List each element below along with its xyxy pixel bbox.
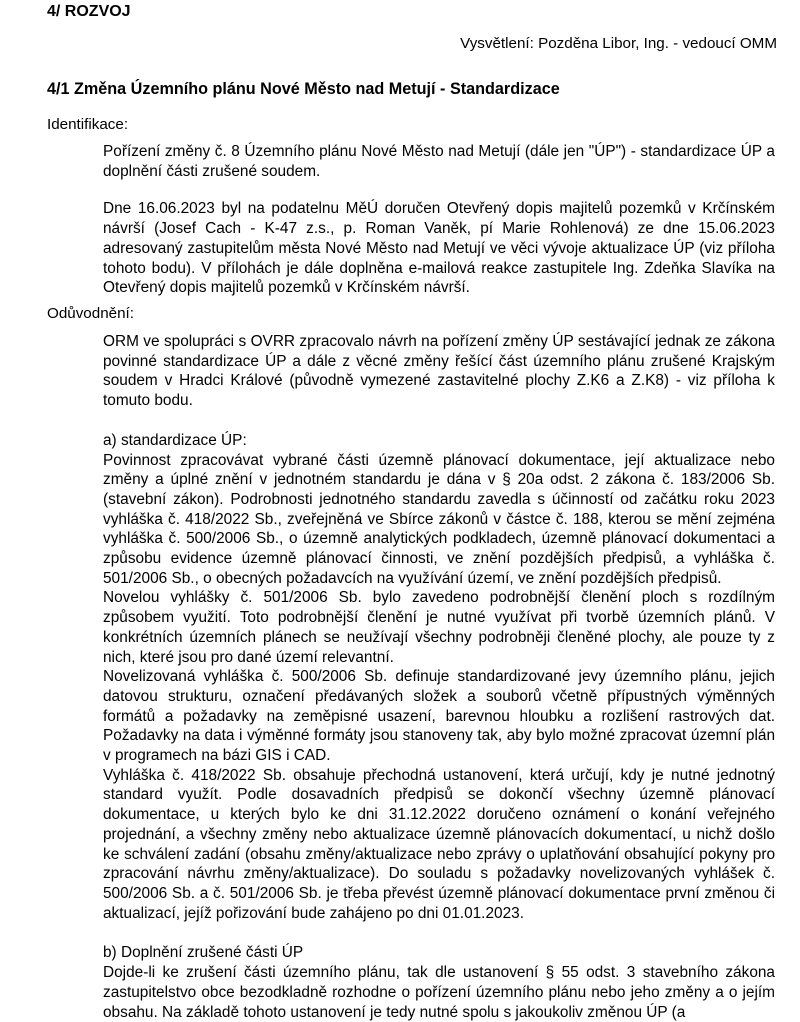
standardization-paragraph-1: Povinnost zpracovávat vybrané části územně plánovací dokumentace, její aktualizace nebo změny a úplné znění v jednotném standardu je dána v § 20a odst. 2 zákona č. 183/2006 Sb. (stavební zákon). Podrobnosti jednotného standardu zavedla s účinností od začátku roku 2023 vyhláška č. 418/2022 Sb., zveřejněná ve Sbírce zákonů v částce č. 188, kterou se mění zejména vyhláška č. 500/2006 Sb., o územně analytických podkladech, územně plánovací dokumentaci a způsobu evidence územně plánovací činnosti, ve znění pozdějších předpisů, a vyhláška č. 501/2006 Sb., o obecných požadavcích na využívání území, ve znění pozdějších předpisů.	[103, 451, 775, 587]
explainer-line: Vysvětlení: Pozděna Libor, Ing. - vedoucí OMM	[460, 35, 777, 52]
justification-label: Odůvodnění:	[47, 305, 134, 322]
standardization-heading: a) standardizace ÚP:	[103, 431, 247, 449]
standardization-paragraph-2: Novelou vyhlášky č. 501/2006 Sb. bylo zavedeno podrobnější členění ploch s rozdílným způsobem využití. Toto podrobnější členění je nutné využívat při tvorbě územních plánů. V konkrétních územních plánech se neužívají všechny podrobněji členěné plochy, ale pouze ty z nich, které jsou pro dané území relevantní.	[103, 589, 775, 666]
justification-block	[103, 332, 775, 1022]
item-heading: 4/1 Změna Územního plánu Nové Město nad Metují - Standardizace	[47, 80, 560, 98]
supplement-paragraph-1: Dojde-li ke zrušení části územního plánu, tak dle ustanovení § 55 odst. 3 stavebního zákona zastupitelstvo obce bezodkladně rozhodne o pořízení územního plánu nebo jeho změny a o jejím obsahu. Na základě tohoto ustanovení je tedy nutné spolu s jakoukoliv změnou ÚP (a	[103, 964, 775, 1021]
section-heading: 4/ ROZVOJ	[47, 3, 131, 20]
standardization-paragraph-4: Vyhláška č. 418/2022 Sb. obsahuje přechodná ustanovení, která určují, kdy je nutné jednotný standard využít. Podle dosavadních předpisů se dokončí všechny územně plánovací dokumentace, u kterých bylo ke dni 31.12.2022 doručeno oznámení o konání veřejného projednání, a všechny změny nebo aktualizace územně plánovacích dokumentací, u nichž došlo ke schválení zadání (obsahu změny/aktualizace nebo zprávy o uplatňování obsahující pokyny pro zpracování návrhu změny/aktualizace). Do souladu s požadavky novelizovaných vyhlášek č. 500/2006 Sb. a č. 501/2006 Sb. je třeba převést územně plánovací dokumentace první změnou či aktualizací, jejíž pořizování bude zahájeno po dni 01.01.2023.	[103, 766, 775, 922]
identification-block	[103, 142, 775, 298]
standardization-paragraph-3: Novelizovaná vyhláška č. 500/2006 Sb. definuje standardizované jevy územního plánu, jejich datovou strukturu, označení předávaných složek a souborů včetně přípustných výměnných formátů a požadavky na zeměpisné usazení, barevnou hloubku a rozlišení rastrových dat. Požadavky na data i výměnné formáty jsou stanoveny tak, aby bylo možné zpracovat územní plán v programech na bázi GIS i CAD.	[103, 668, 775, 765]
identification-paragraph-1: Pořízení změny č. 8 Územního plánu Nové Město nad Metují (dále jen "ÚP") - standardizace ÚP a doplnění části zrušené soudem.	[103, 143, 775, 180]
supplement-heading: b) Doplnění zrušené části ÚP	[103, 944, 304, 962]
justification-paragraph-1: ORM ve spolupráci s OVRR zpracovalo návrh na pořízení změny ÚP sestávající jednak ze zákona povinné standardizace ÚP a dále z věcné změny řešící část územního plánu zrušené Krajským soudem v Hradci Králové (původně vymezené zastavitelné plochy Z.K6 a Z.K8) - viz příloha k tomuto bodu.	[103, 333, 775, 410]
identification-paragraph-2: Dne 16.06.2023 byl na podatelnu MěÚ doručen Otevřený dopis majitelů pozemků v Krčínském návrší (Josef Cach - K-47 z.s., p. Roman Vaněk, pí Marie Rohlenová) ze dne 15.06.2023 adresovaný zastupitelům města Nové Město nad Metují ve věci vývoje aktualizace ÚP (viz příloha tohoto bodu). V přílohách je dále doplněna e-mailová reakce zastupitele Ing. Zdeňka Slavíka na Otevřený dopis majitelů pozemků v Krčínském návrší.	[103, 200, 775, 297]
identification-label: Identifikace:	[47, 116, 129, 133]
